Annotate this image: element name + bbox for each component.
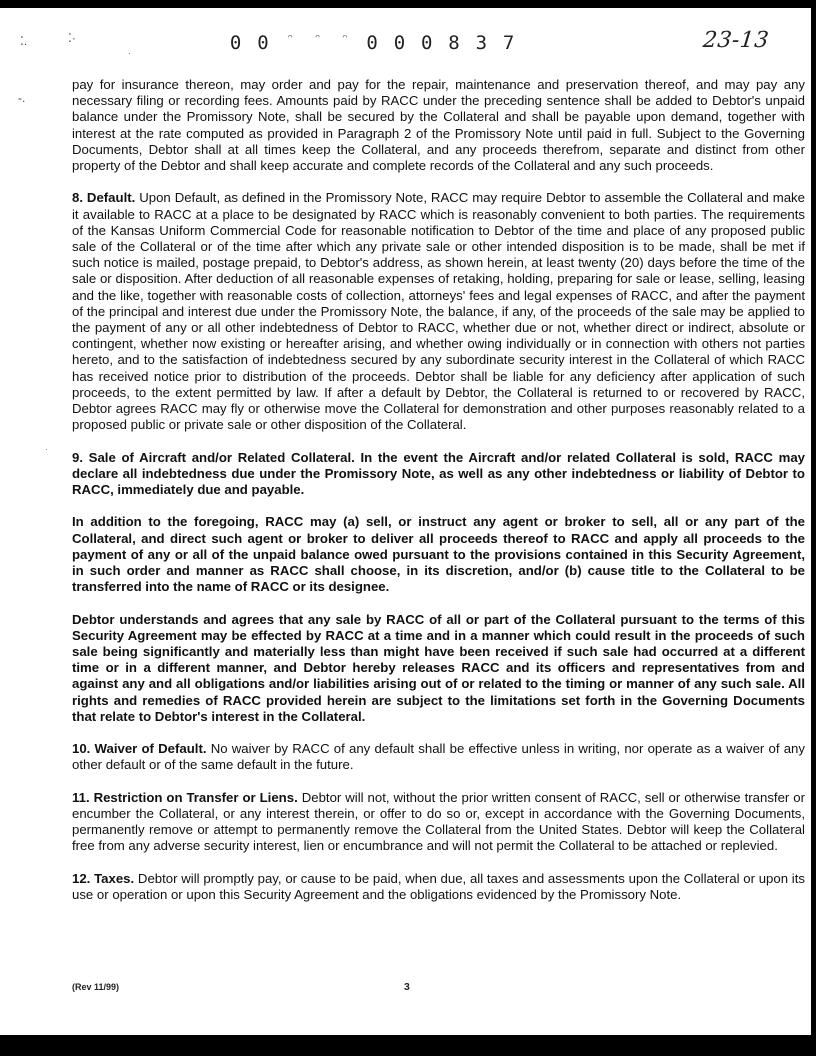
stamp-digit: 0 [257, 32, 269, 54]
handwritten-page-note: 23-13 [701, 28, 771, 53]
revision-label: (Rev 11/99) [72, 982, 120, 992]
document-page [0, 8, 811, 1035]
paragraph-waiver [72, 741, 805, 773]
scan-speck: -. [18, 91, 26, 105]
paragraph-text: Debtor understands and agrees that any sale by RACC of all or part of the Collateral pursuant to the terms of this Security Agreement may be effected by RACC at a time and in a manner which could result in the proceeds of such sale being significantly and materially less than might have been received if such sale had occurred at a different time or in a different manner, and Debtor hereby releases RACC and its officers and representatives from and against any and all obligations and/or liabilities arising out of or related to the timing or manner of any such sale. All rights and remedies of RACC provided herein are subject to the limitations set forth in the Governing Documents that relate to Debtor's interest in the Collateral. [72, 611, 805, 724]
document-number-stamp [222, 32, 522, 54]
section-heading: 12. Taxes. [72, 870, 135, 886]
paragraph-taxes [72, 871, 805, 903]
stamp-digit: 0 [421, 32, 433, 54]
stamp-digit: 3 [475, 32, 488, 54]
paragraph-sale-addition [72, 514, 805, 595]
paragraph-text: 9. Sale of Aircraft and/or Related Collateral. In the event the Aircraft and/or related Collateral is sold, RACC may declare all indebtedness due under the Promissory Note, as well as any other indebtedness or liability of Debtor to RACC, immediately due and payable. [72, 449, 805, 498]
scan-speck: · [128, 49, 131, 58]
paragraph-text: Debtor will promptly pay, or cause to be paid, when due, all taxes and assessments upon the Collateral or upon its use or operation or upon this Security Agreement and the obligations evidenced by the Promissory Note. [72, 870, 805, 903]
paragraph-text: Debtor will not, without the prior written consent of RACC, sell or otherwise transfer or encumber the Collateral, or any interest therein, or offer to do so or, except in accordance with the Governing Documents, permanently remove or attempt to permanently remove the Collateral from the United States. Debtor will keep the Collateral free from any adverse security interest, lien or encumbrance and will not permit the Collateral to be attached or replevied. [72, 789, 805, 854]
section-heading: 11. Restriction on Transfer or Liens. [72, 789, 298, 805]
paragraph-continuation [72, 77, 805, 174]
stamp-digit: 0 [393, 32, 406, 54]
stamp-digit-illegible: ᵔ [340, 32, 350, 48]
stamp-digit-illegible: ᵔ [286, 32, 295, 48]
document-body [72, 77, 805, 919]
stamp-digit: 0 [229, 32, 242, 54]
paragraph-text: In addition to the foregoing, RACC may (a) sell, or instruct any agent or broker to sell, all or any part of the Collateral, and direct such agent or broker to deliver all proceeds thereof to RACC and apply all proceeds to the payment of any or all of the unpaid balance owed pursuant to the provisions contained in this Security Agreement, in such order and manner as RACC shall choose, in its discretion, and/or (b) cause title to the Collateral to be transferred into the name of RACC or its designee. [72, 514, 805, 595]
paragraph-default [72, 190, 805, 433]
paragraph-sale-release [72, 612, 805, 725]
stamp-digit: 8 [448, 32, 460, 54]
paragraph-restriction [72, 790, 805, 855]
section-heading: 8. Default. [72, 190, 136, 206]
stamp-digit: 7 [502, 32, 515, 54]
paragraph-text: pay for insurance thereon, may order and pay for the repair, maintenance and preservation thereof, and may pay any necessary filing or recording fees. Amounts paid by RACC under the preceding sentence shall be added to Debtor's unpaid balance under the Promissory Note, shall be secured by the Collateral and shall be payable upon demand, together with interest at the rate computed as provided in Paragraph 2 of the Promissory Note until paid in full. Subject to the Governing Documents, Debtor shall at all times keep the Collateral, and any proceeds therefrom, separate and distinct from other property of the Debtor and shall keep accurate and complete records of the Collateral and any such proceeds. [72, 77, 805, 174]
page-number: 3 [404, 981, 410, 993]
scan-speck: ⁚· [68, 31, 76, 45]
paragraph-sale-of-aircraft [72, 450, 805, 499]
scan-speck: · [45, 445, 48, 454]
section-heading: 10. Waiver of Default. [72, 741, 207, 757]
scan-speck: ⁚. [20, 34, 28, 48]
paragraph-text: Upon Default, as defined in the Promissory Note, RACC may require Debtor to assemble the Collateral and make it available to RACC at a place to be designated by RACC which is reasonably convenient to both parties. The requirements of the Kansas Uniform Commercial Code for reasonable notification to Debtor of the time and place of any proposed public sale of the Collateral or of the time after which any private sale or other intended disposition is to be made, shall be met if such notice is mailed, postage prepaid, to Debtor's address, as shown herein, at least twenty (20) days before the time of the sale or disposition. After deduction of all reasonable expenses of retaking, holding, preparing for sale or lease, selling, leasing and the like, together with reasonable costs of collection, attorneys' fees and legal expenses of RACC, and after the payment of the principal and interest due under the Promissory Note, the balance, if any, of the proceeds of the sale may be applied to the payment of any or all other indebtedness of Debtor to RACC, whether due or not, whether direct or indirect, absolute or contingent, whether now existing or hereafter arising, and whether owing individually or in connection with others not parties hereto, and to the satisfaction of indebtedness secured by any subordinate security interest in the Collateral of which RACC has received notice prior to distribution of the proceeds. Debtor shall be liable for any deficiency after application of such proceeds, to the extent permitted by law. If after a default by Debtor, the Collateral is returned to or recovered by RACC, Debtor agrees RACC may fly or otherwise move the Collateral for demonstration and other purposes reasonably related to a proposed public or private sale or other disposition of the Collateral. [72, 190, 805, 433]
stamp-digit: 0 [366, 32, 378, 54]
paragraph-text: No waiver by RACC of any default shall be effective unless in writing, nor operate as a waiver of any other default or of the same default in the future. [72, 741, 805, 773]
stamp-digit-illegible: ᵔ [313, 32, 322, 48]
